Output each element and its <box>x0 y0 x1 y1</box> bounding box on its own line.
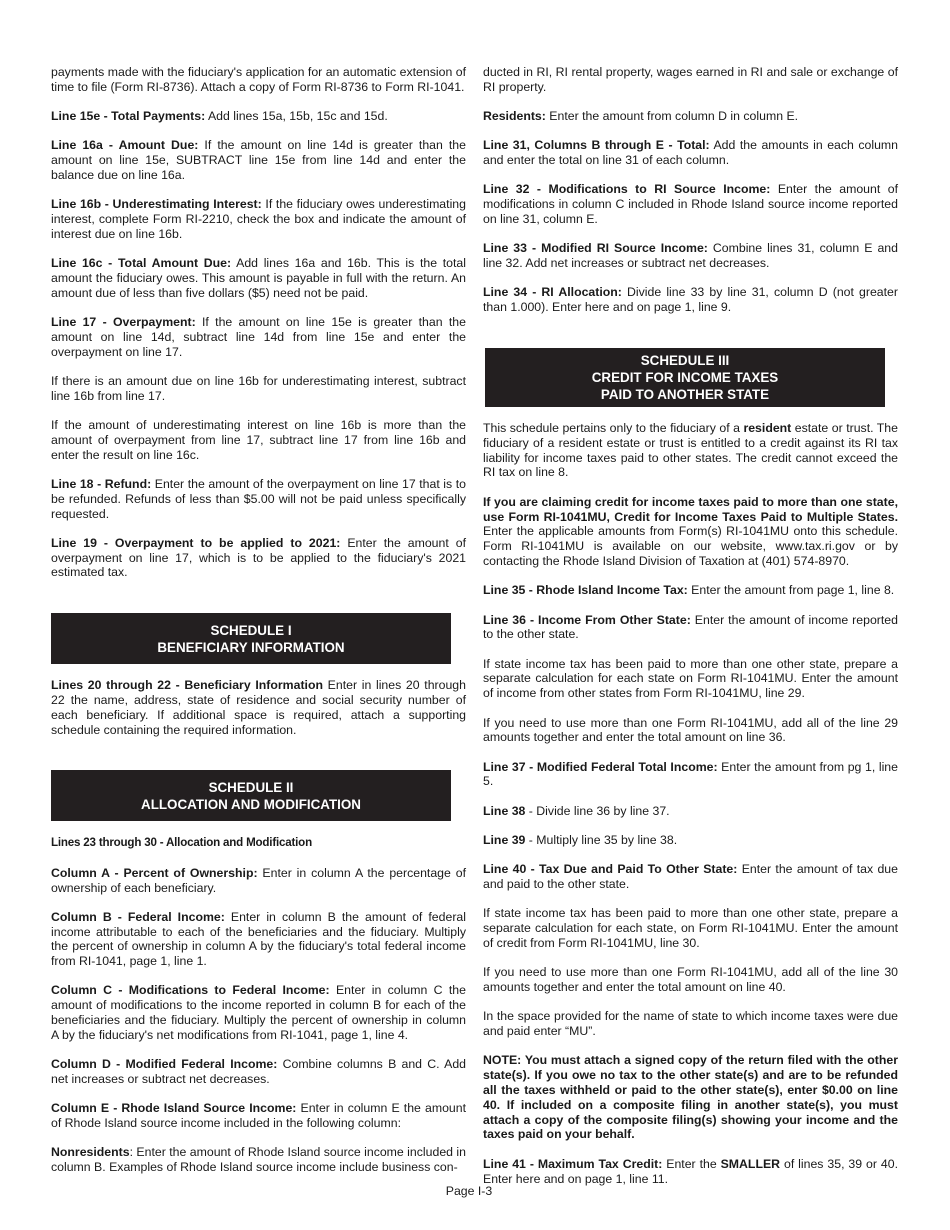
schedule-1-banner <box>51 613 451 664</box>
column-e-heading: Column E - Rhode Island Source Income: <box>51 1101 297 1116</box>
multiple-states-paragraph: If you are claiming credit for income taxes paid to more than one state, use Form RI-1041MU, Credit for Income Taxes Paid to Multiple States. Enter the applicable amounts from Form(s) RI-1041MU onto this schedule. Form RI-1041MU is available on our website, www.tax.ri.gov or by contacting the Rhode Island Division of Taxation at (401) 574-8970. <box>483 494 898 568</box>
line-40-paragraph: Line 40 - Tax Due and Paid To Other State: Enter the amount of tax due and paid to the other state. <box>483 862 898 892</box>
more-forms-paragraph-1: If you need to use more than one Form RI-1041MU, add all of the line 29 amounts together and enter the total amount on line 36. <box>483 715 898 745</box>
lines-23-30-heading-paragraph <box>51 835 466 851</box>
line-15e-paragraph: Line 15e - Total Payments: Add lines 15a, 15b, 15c and 15d. <box>51 109 388 124</box>
line-32-paragraph: Line 32 - Modifications to RI Source Income: Enter the amount of modifications in column C included in Rhode Island source income reported on line 31, column E. <box>483 182 898 227</box>
line-16b-paragraph: Line 16b - Underestimating Interest: If the fiduciary owes underestimating interest, complete Form RI-2210, check the box and indicate the amount of interest due on line 16b. <box>51 197 466 241</box>
schedule-3-intro-paragraph: This schedule pertains only to the fiduciary of a resident estate or trust. The fiduciary of a resident estate or trust is entitled to a credit against its RI tax liability for income taxes paid to other states. The credit cannot exceed the RI tax on line 8. <box>483 421 898 480</box>
line-31-paragraph: Line 31, Columns B through E - Total: Add the amounts in each column and enter the total on line 31 of each column. <box>483 138 898 168</box>
line-16b-heading: Line 16b - Underestimating Interest: <box>51 197 262 212</box>
schedule-2-banner <box>51 770 451 821</box>
page-number: Page I-3 <box>445 1184 493 1198</box>
schedule-3-banner <box>485 348 885 407</box>
extension-paragraph: payments made with the fiduciary's application for an automatic extension of time to file (Form RI-8736). Attach a copy of Form RI-8736 to Form RI-1041. <box>51 65 466 94</box>
line-35-heading: Line 35 - Rhode Island Income Tax: <box>483 583 688 598</box>
line-39-paragraph: Line 39 - Multiply line 35 by line 38. <box>483 833 678 847</box>
underestimating-paragraph-1: If there is an amount due on line 16b for underestimating interest, subtract line 16b from line 17. <box>51 373 466 403</box>
smaller-emphasis: SMALLER <box>720 1156 781 1171</box>
nonresidents-heading: Nonresidents <box>51 1145 130 1160</box>
line-17-heading: Line 17 - Overpayment: <box>51 315 196 330</box>
continued-paragraph: ducted in RI, RI rental property, wages earned in RI and sale or exchange of RI property. <box>483 65 898 94</box>
line-38-paragraph: Line 38 - Divide line 36 by line 37. <box>483 803 670 818</box>
lines-20-22-paragraph: Lines 20 through 22 - Beneficiary Information Enter in lines 20 through 22 the name, address, state of residence and social security number of each beneficiary. If additional space is required, attach a supporting schedule containing the required information. <box>51 678 466 737</box>
line-34-paragraph: Line 34 - RI Allocation: Divide line 33 by line 31, column D (not greater than 1.000). Enter here and on page 1, line 9. <box>483 285 898 315</box>
separate-calc-paragraph-2: If state income tax has been paid to more than one other state, prepare a separate calculation for each state, on Form RI-1041MU. Enter the amount of credit from Form RI-1041MU, line 30. <box>483 906 898 950</box>
column-c-heading: Column C - Modifications to Federal Income: <box>51 983 330 998</box>
line-37-heading: Line 37 - Modified Federal Total Income: <box>483 759 718 774</box>
line-17-paragraph: Line 17 - Overpayment: If the amount on line 15e is greater than the amount on line 14d, subtract line 14d from line 15e and enter the overpayment on line 17. <box>51 315 466 359</box>
line-37-paragraph: Line 37 - Modified Federal Total Income: Enter the amount from pg 1, line 5. <box>483 759 898 789</box>
residents-heading: Residents: <box>483 109 546 124</box>
lines-23-30-heading: Lines 23 through 30 - Allocation and Modification <box>51 836 312 850</box>
line-35-paragraph: Line 35 - Rhode Island Income Tax: Enter the amount from page 1, line 8. <box>483 583 895 598</box>
separate-calc-paragraph-1: If state income tax has been paid to more than one other state, prepare a separate calculation for each state on Form RI-1041MU. Enter the amount of income from other states from Form RI-1041MU, line 29. <box>483 656 898 701</box>
residents-paragraph: Residents: Enter the amount from column D in column E. <box>483 109 799 124</box>
schedule-3-subtitle-2: PAID TO ANOTHER STATE <box>600 387 770 403</box>
column-e-paragraph: Column E - Rhode Island Source Income: Enter in column E the amount of Rhode Island source income included in the following column: <box>51 1101 466 1131</box>
schedule-1-title: SCHEDULE I <box>210 623 292 639</box>
column-d-paragraph: Column D - Modified Federal Income: Combine columns B and C. Add net increases or subtract net decreases. <box>51 1057 466 1086</box>
column-b-paragraph: Column B - Federal Income: Enter in column B the amount of federal income attributable to each of the beneficiaries and the fiduciary. Multiply the percent of ownership in column A by the fiduciary's total federal income from RI-1041, page 1, line 1. <box>51 909 466 969</box>
line-33-paragraph: Line 33 - Modified RI Source Income: Combine lines 31, column E and line 32. Add net increases or subtract net decreases. <box>483 241 898 271</box>
line-34-heading: Line 34 - RI Allocation: <box>483 285 622 300</box>
line-32-heading: Line 32 - Modifications to RI Source Income: <box>483 182 771 197</box>
column-a-heading: Column A - Percent of Ownership: <box>51 865 258 880</box>
schedule-1-subtitle: BENEFICIARY INFORMATION <box>157 640 345 656</box>
schedule-3-subtitle-1: CREDIT FOR INCOME TAXES <box>591 370 779 386</box>
note-text: NOTE: You must attach a signed copy of the return filed with the other state(s). If you owe no tax to the other state(s) and are to be refunded all the taxes withheld or paid to the other state(s), enter $0.00 on line 40. If included on a composite filing in another state(s), you must attach a copy of the composite filing(s) showing your income and the taxes paid on your behalf. <box>483 1053 898 1142</box>
line-16c-paragraph: Line 16c - Total Amount Due: Add lines 16a and 16b. This is the total amount the fiduciary owes. This amount is payable in full with the return. An amount due of less than five dollars ($5) need not be paid. <box>51 256 466 300</box>
line-18-heading: Line 18 - Refund: <box>51 476 152 491</box>
lines-20-22-heading: Lines 20 through 22 - Beneficiary Information <box>51 678 323 693</box>
line-18-paragraph: Line 18 - Refund: Enter the amount of the overpayment on line 17 that is to be refunded. Refunds of less than $5.00 will not be paid unless specifically requested. <box>51 476 466 521</box>
note-paragraph <box>483 1053 898 1142</box>
column-d-heading: Column D - Modified Federal Income: <box>51 1057 278 1072</box>
line-41-paragraph: Line 41 - Maximum Tax Credit: Enter the SMALLER of lines 35, 39 or 40. Enter here and on page 1, line 11. <box>483 1156 898 1186</box>
schedule-2-subtitle: ALLOCATION AND MODIFICATION <box>141 797 361 813</box>
underestimating-paragraph-2: If the amount of underestimating interest on line 16b is more than the amount of overpayment from line 17, subtract line 17 from line 16b and enter the result on line 16c. <box>51 418 466 462</box>
line-16a-heading: Line 16a - Amount Due: <box>51 138 199 153</box>
line-15e-heading: Line 15e - Total Payments: <box>51 109 206 124</box>
column-c-paragraph: Column C - Modifications to Federal Income: Enter in column C the amount of modifications to the income reported in column B for each of the beneficiaries and the fiduciary. Multiply the percent of ownership in column A by the fiduciary's net modifications from RI-1041, page 1, line 4. <box>51 983 466 1042</box>
line-38-heading: Line 38 <box>483 803 526 818</box>
line-19-paragraph: Line 19 - Overpayment to be applied to 2021: Enter the amount of overpayment on line 17, which is to be applied to the fiduciary's 2021 estimated tax. <box>51 535 466 580</box>
resident-emphasis: resident <box>743 421 792 436</box>
line-16a-paragraph: Line 16a - Amount Due: If the amount on line 14d is greater than the amount on line 15e, SUBTRACT line 15e from line 14d and enter the balance due on line 16a. <box>51 138 466 182</box>
line-41-heading: Line 41 - Maximum Tax Credit: <box>483 1156 663 1171</box>
schedule-2-title: SCHEDULE II <box>208 780 294 796</box>
column-b-heading: Column B - Federal Income: <box>51 909 225 924</box>
line-36-heading: Line 36 - Income From Other State: <box>483 612 691 627</box>
left-column <box>51 65 466 1189</box>
multiple-states-heading: If you are claiming credit for income taxes paid to more than one state, use Form RI-1041MU, Credit for Income Taxes Paid to Multiple States. <box>483 494 898 524</box>
line-31-heading: Line 31, Columns B through E - Total: <box>483 138 710 153</box>
mu-paragraph: In the space provided for the name of state to which income taxes were due and paid enter “MU”. <box>483 1009 898 1039</box>
line-39-heading: Line 39 <box>483 833 526 847</box>
line-40-heading: Line 40 - Tax Due and Paid To Other State: <box>483 862 738 877</box>
line-33-heading: Line 33 - Modified RI Source Income: <box>483 241 708 256</box>
column-a-paragraph: Column A - Percent of Ownership: Enter in column A the percentage of ownership of each beneficiary. <box>51 865 466 895</box>
schedule-3-title: SCHEDULE III <box>640 353 730 369</box>
line-36-paragraph: Line 36 - Income From Other State: Enter the amount of income reported to the other state. <box>483 612 898 642</box>
line-19-heading: Line 19 - Overpayment to be applied to 2021: <box>51 535 341 550</box>
nonresidents-paragraph: Nonresidents: Enter the amount of Rhode Island source income included in column B. Examples of Rhode Island source income include business con- <box>51 1145 466 1175</box>
right-column <box>483 65 898 1201</box>
more-forms-paragraph-2: If you need to use more than one Form RI-1041MU, add all of the line 30 amounts together and enter the total amount on line 40. <box>483 965 898 995</box>
line-16c-heading: Line 16c - Total Amount Due: <box>51 256 232 271</box>
